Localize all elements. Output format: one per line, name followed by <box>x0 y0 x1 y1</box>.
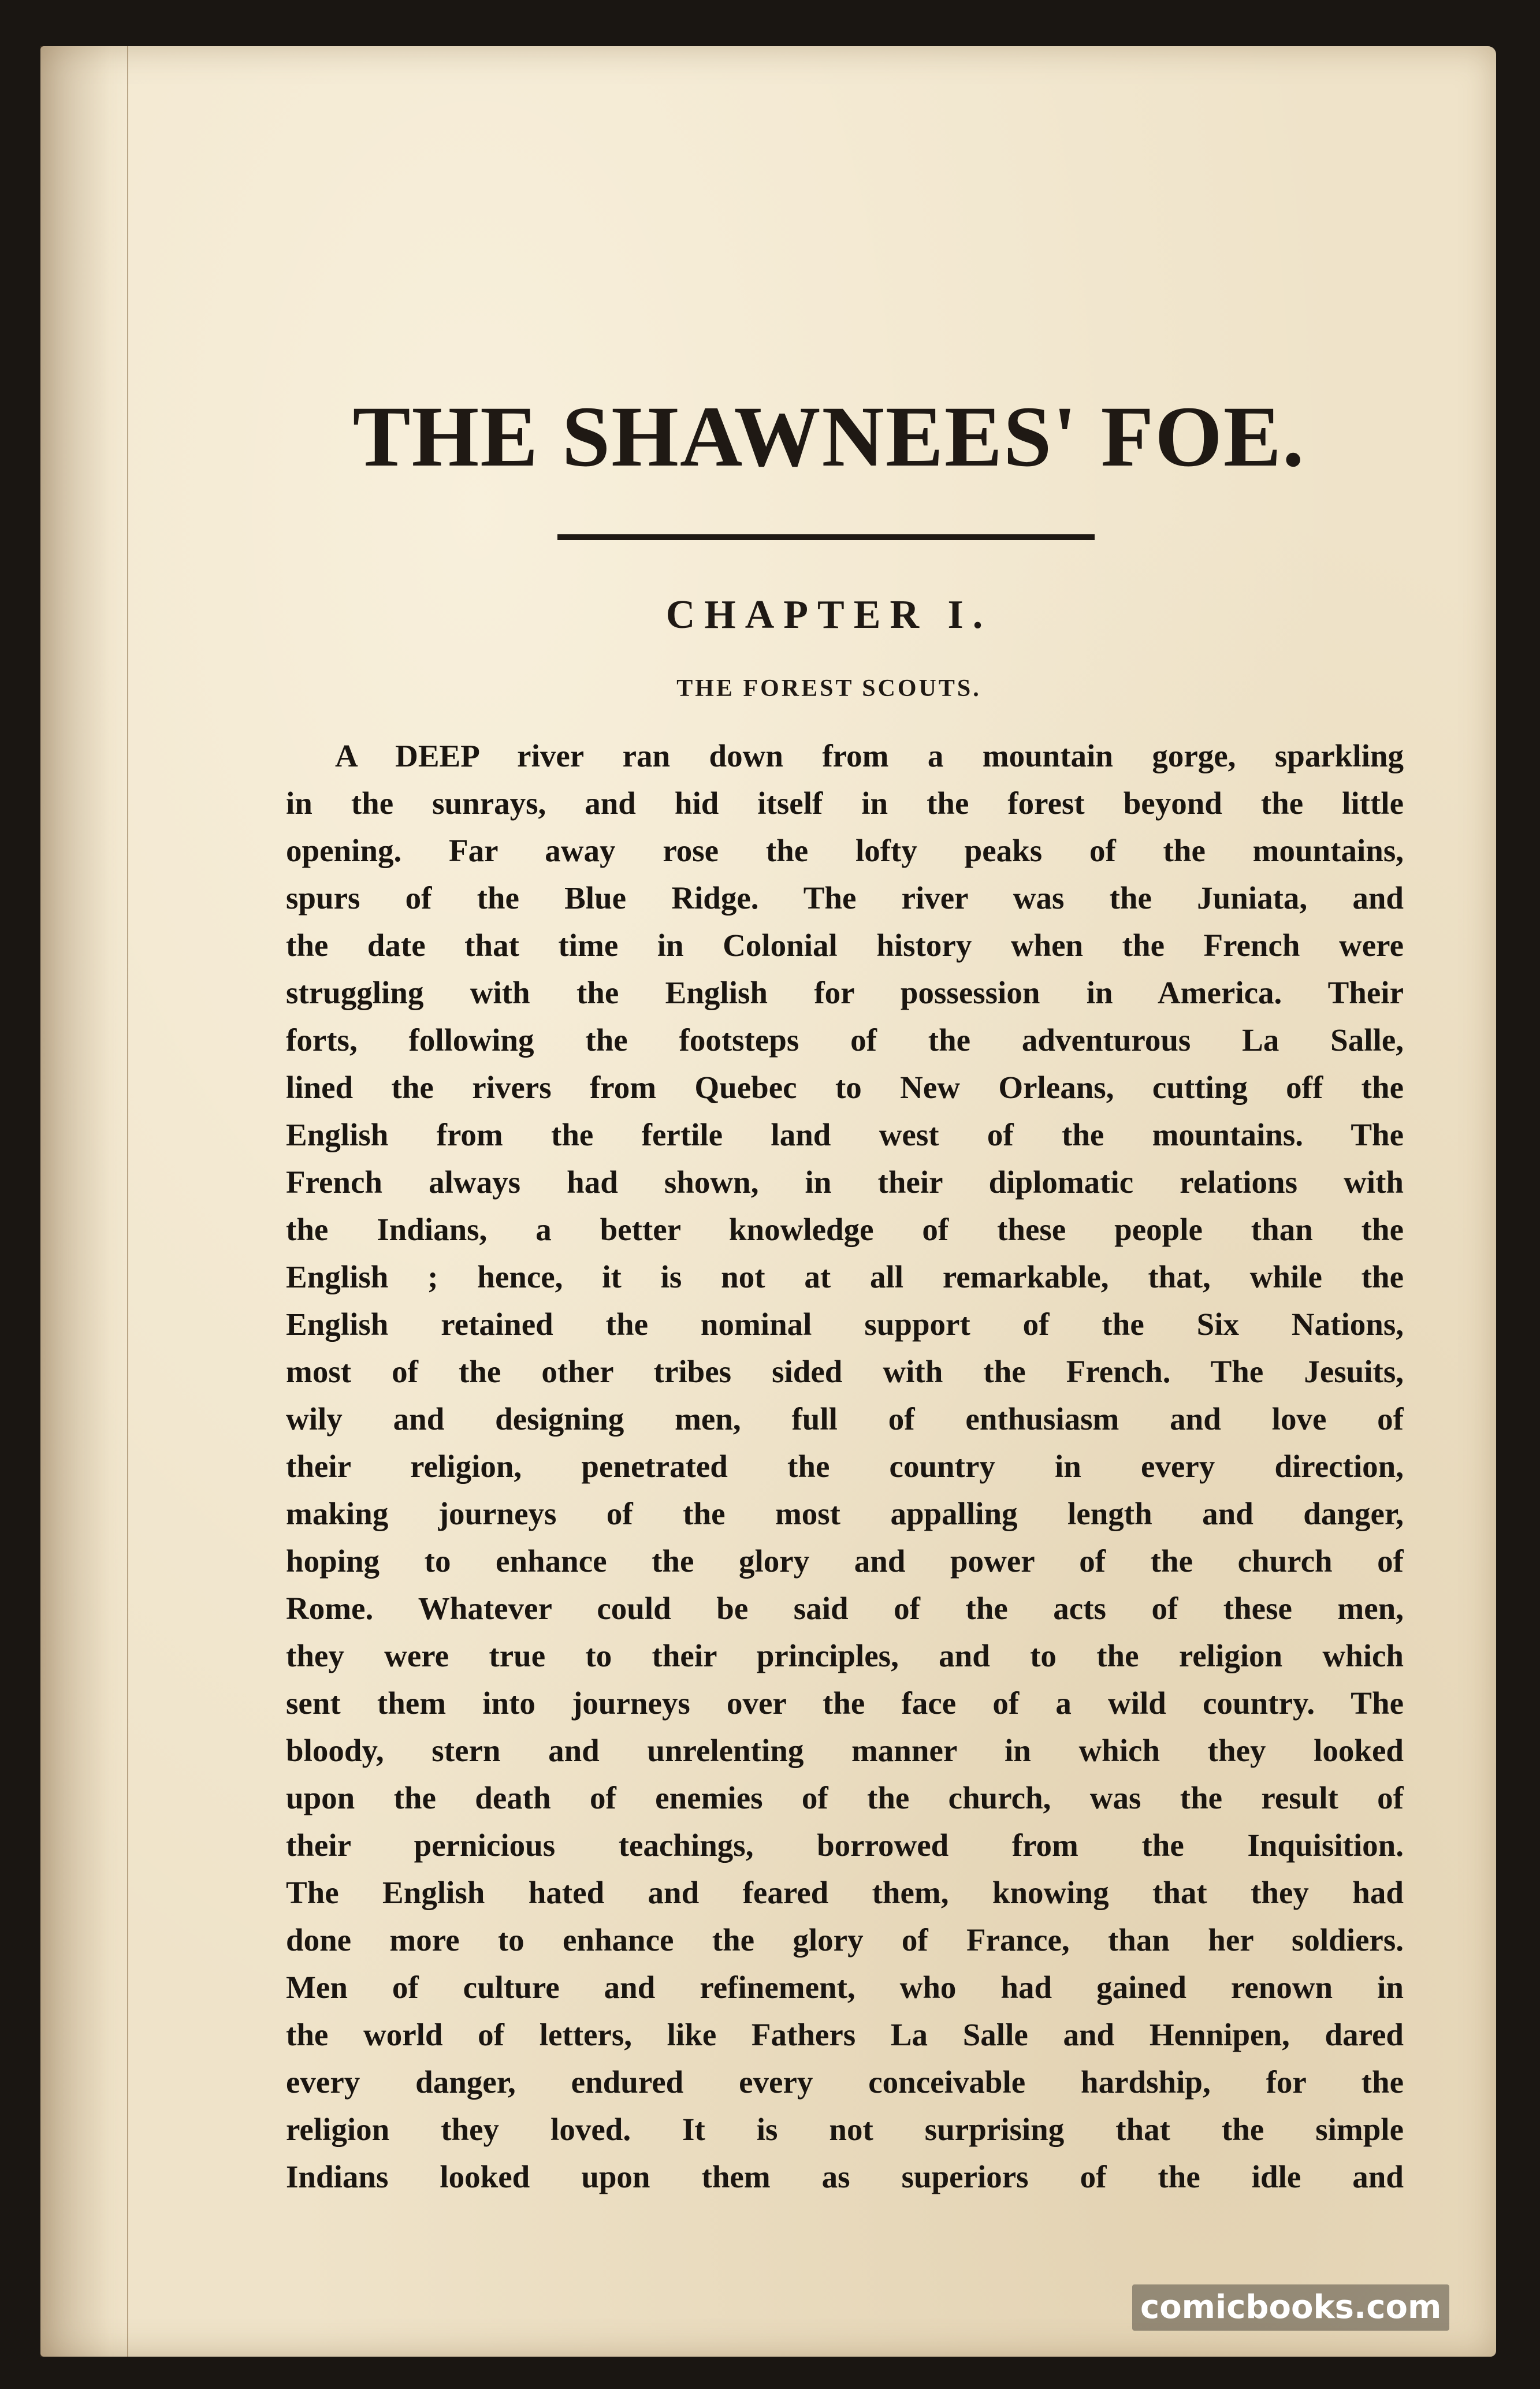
text-line: English ; hence, it is not at all remarkable, that, while the <box>286 1259 1404 1294</box>
text-line: the world of letters, like Fathers La Salle and Hennipen, dared <box>286 2017 1404 2052</box>
text-line: their religion, penetrated the country in every direction, <box>286 1449 1404 1484</box>
book-page <box>40 46 1496 2357</box>
text-line: the date that time in Colonial history when the French were <box>286 928 1404 963</box>
text-line: spurs of the Blue Ridge. The river was the Juniata, and <box>286 880 1404 916</box>
text-line: bloody, stern and unrelenting manner in which they looked <box>286 1733 1404 1768</box>
text-line: struggling with the English for possession in America. Their <box>286 975 1404 1010</box>
text-line: their pernicious teachings, borrowed from the Inquisition. <box>286 1828 1404 1863</box>
page-spine-shadow <box>40 46 128 2357</box>
text-line: forts, following the footsteps of the adventurous La Salle, <box>286 1022 1404 1058</box>
text-line: in the sunrays, and hid itself in the forest beyond the little <box>286 786 1404 821</box>
text-line: wily and designing men, full of enthusiasm and love of <box>286 1401 1404 1437</box>
text-line: opening. Far away rose the lofty peaks of the mountains, <box>286 833 1404 868</box>
text-line: A DEEP river ran down from a mountain gorge, sparkling <box>335 738 1404 773</box>
text-line: they were true to their principles, and to the religion which <box>286 1638 1404 1673</box>
text-line: French always had shown, in their diplomatic relations with <box>286 1164 1404 1200</box>
text-line: religion they loved. It is not surprising that the simple <box>286 2112 1404 2147</box>
chapter-heading: CHAPTER I. <box>665 593 992 637</box>
text-line: making journeys of the most appalling length and danger, <box>286 1496 1404 1531</box>
text-line: most of the other tribes sided with the French. The Jesuits, <box>286 1354 1404 1389</box>
watermark-label: comicbooks.com <box>1132 2284 1449 2331</box>
text-line: Indians looked upon them as superiors of the idle and <box>286 2159 1404 2194</box>
text-line: hoping to enhance the glory and power of the church of <box>286 1543 1404 1579</box>
text-line: sent them into journeys over the face of a wild country. The <box>286 1685 1404 1721</box>
text-line: Men of culture and refinement, who had gained renown in <box>286 1970 1404 2005</box>
book-title: THE SHAWNEES' FOE. <box>352 389 1305 485</box>
title-rule <box>557 534 1095 540</box>
text-line: English retained the nominal support of the Six Nations, <box>286 1307 1404 1342</box>
text-line: lined the rivers from Quebec to New Orleans, cutting off the <box>286 1070 1404 1105</box>
chapter-subtitle: THE FOREST SCOUTS. <box>676 675 981 702</box>
text-line: English from the fertile land west of the mountains. The <box>286 1117 1404 1152</box>
text-line: Rome. Whatever could be said of the acts of these men, <box>286 1591 1404 1626</box>
text-line: done more to enhance the glory of France, than her soldiers. <box>286 1922 1404 1958</box>
text-line: every danger, endured every conceivable hardship, for the <box>286 2064 1404 2100</box>
text-line: upon the death of enemies of the church, was the result of <box>286 1780 1404 1815</box>
text-line: the Indians, a better knowledge of these people than the <box>286 1212 1404 1247</box>
chapter-body-text <box>286 732 1404 2201</box>
text-line: The English hated and feared them, knowing that they had <box>286 1875 1404 1910</box>
